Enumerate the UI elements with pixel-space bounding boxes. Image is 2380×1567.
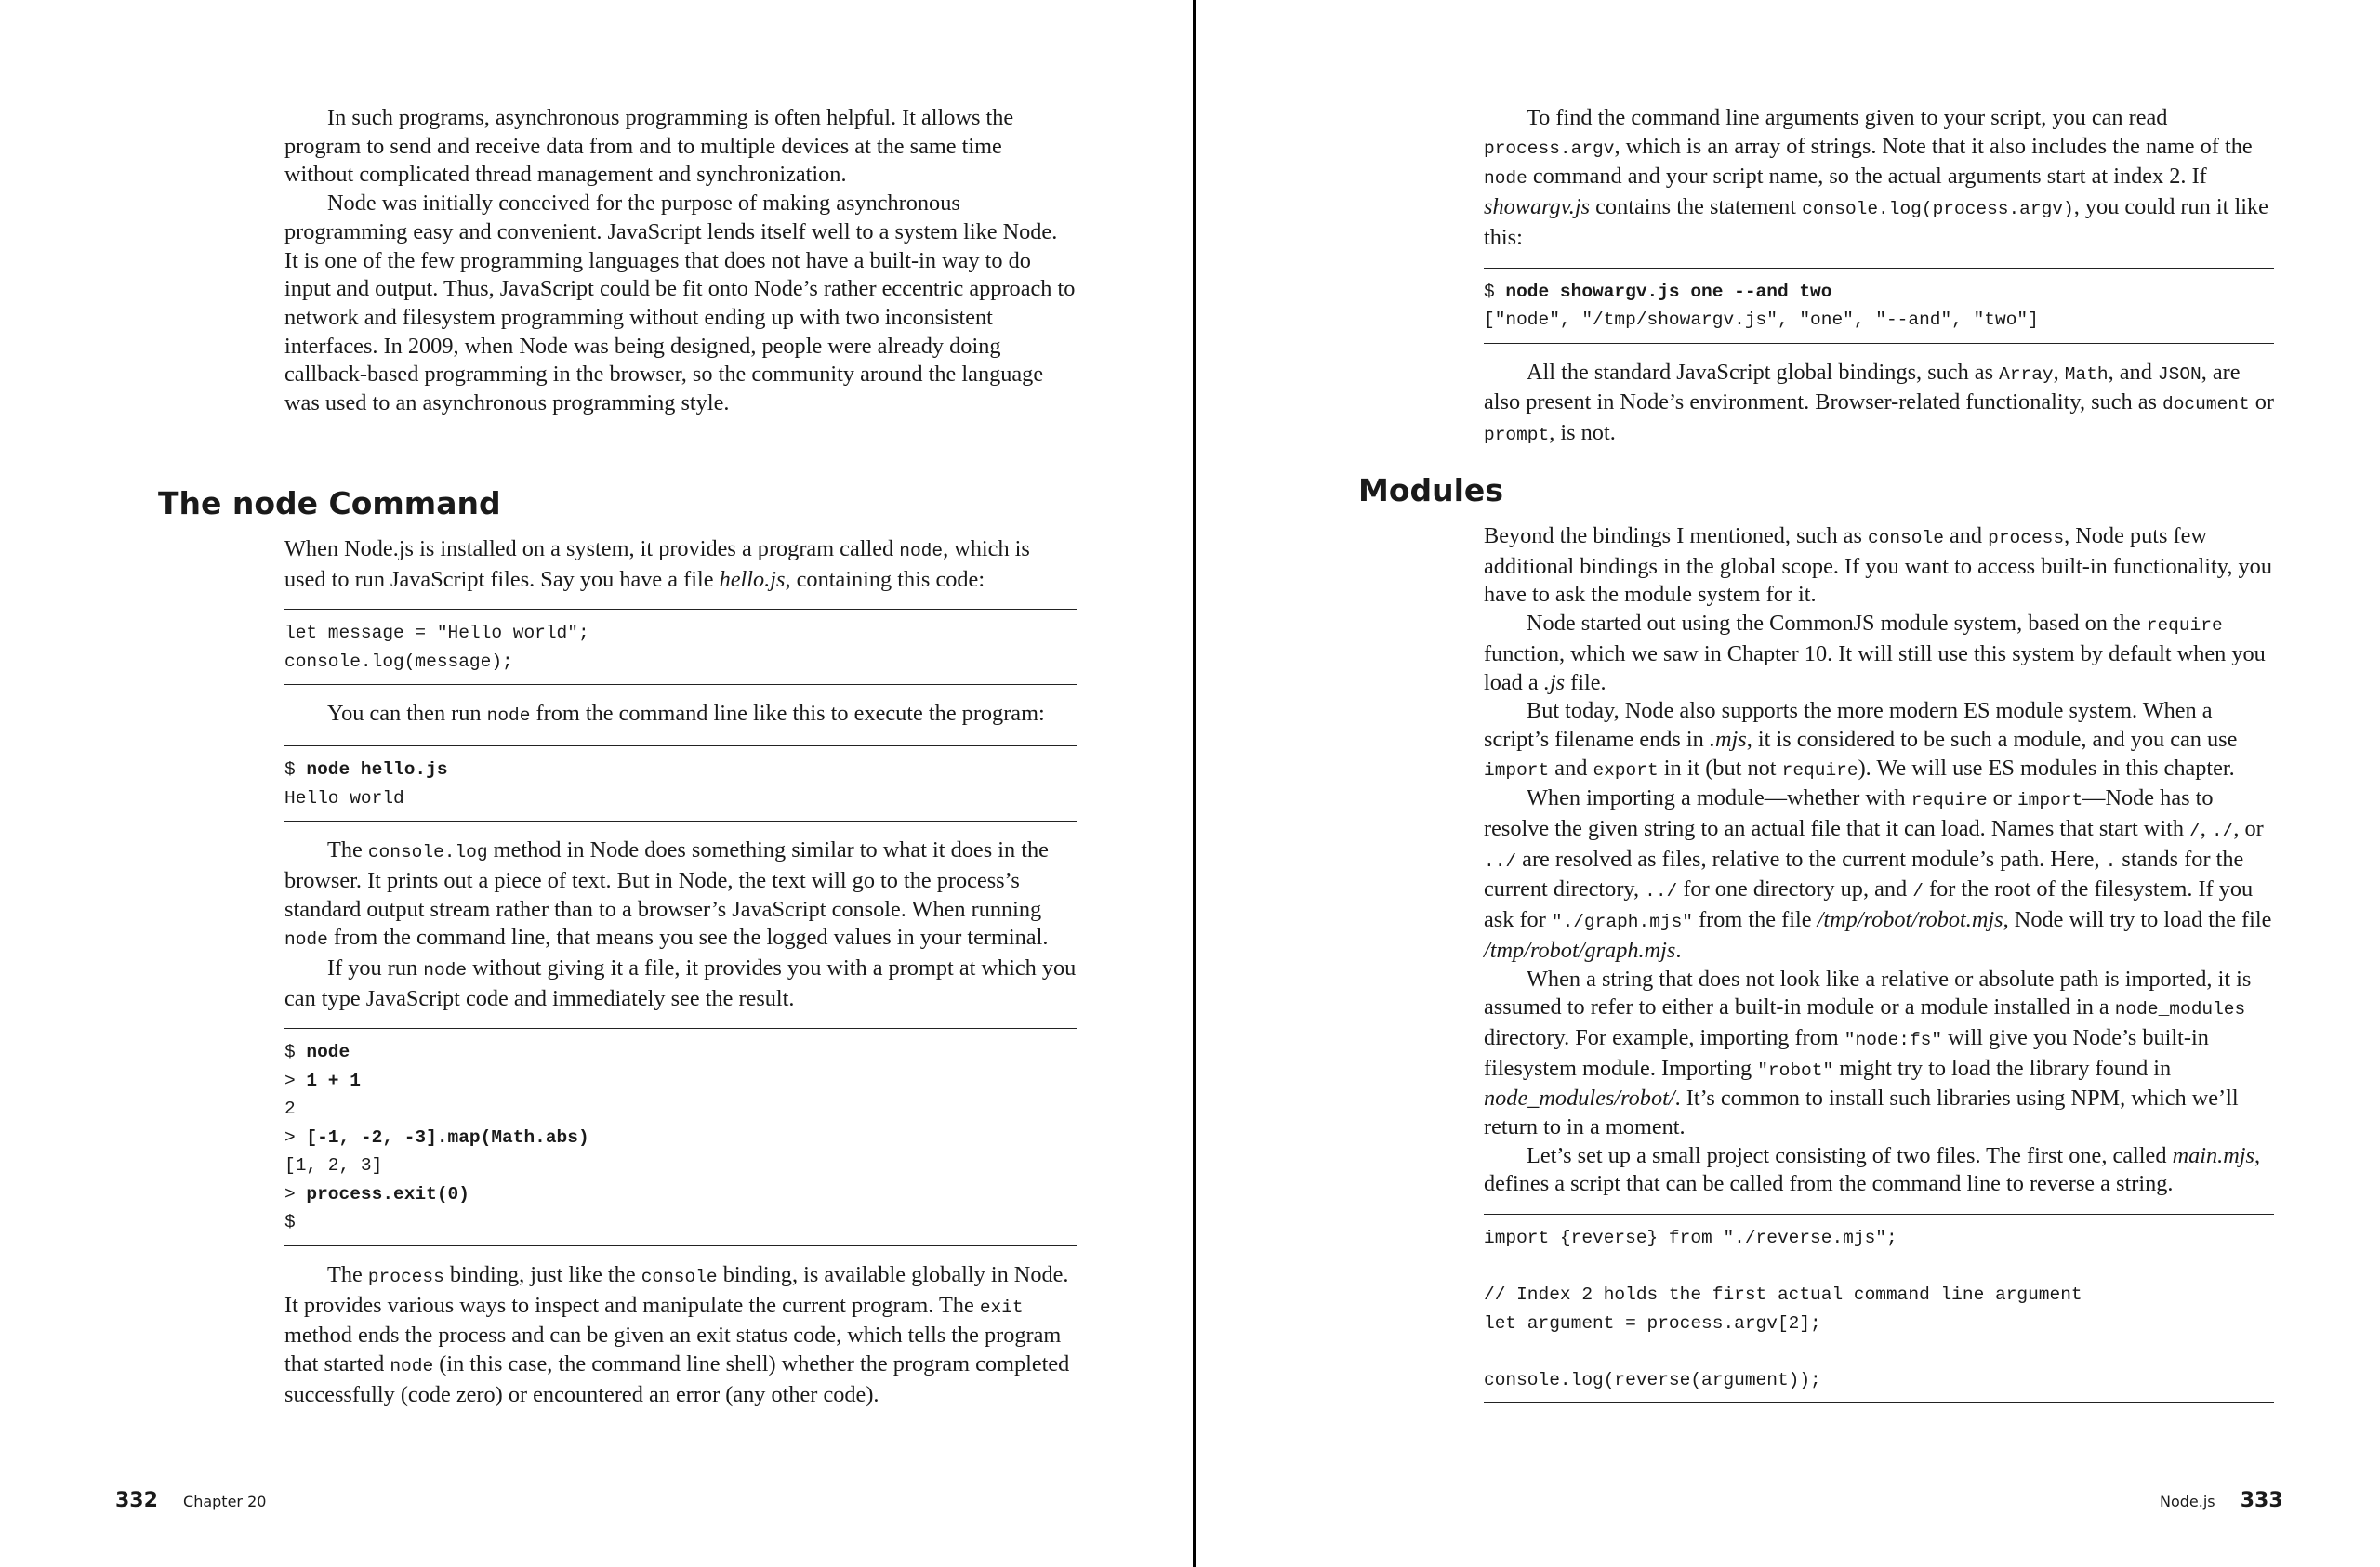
right-folio xyxy=(2160,1489,2283,1512)
running-footer: Node.js xyxy=(2160,1493,2215,1510)
code-line: ["node", "/tmp/showargv.js", "one", "--and", "two"] xyxy=(1484,309,2039,331)
code-line: $ node xyxy=(284,1042,350,1063)
code-line xyxy=(1484,1253,2274,1282)
running-footer: Chapter 20 xyxy=(183,1493,267,1510)
code-line: $ xyxy=(284,1212,296,1233)
code-line: Hello world xyxy=(284,787,404,809)
code-line: let argument = process.argv[2]; xyxy=(1484,1312,1821,1334)
intro-paragraph-1: In such programs, asynchronous programming is often helpful. It allows the program to send and receive data from and to multiple devices at the same time without complicated thread management and synchronization. xyxy=(284,105,1014,188)
right-text-column xyxy=(1484,104,2274,450)
paragraph-process-binding: The process binding, just like the console binding, is available globally in Node. It provides various ways to inspect and manipulate the current program. The exit method ends the process and can be given an exit status code, which tells the program that started node (in this case, the command line shell) whether the program completed successfully (code zero) or encountered an error (any other code). xyxy=(284,1261,1070,1407)
paragraph-module-resolution: When importing a module—whether with require or import—Node has to resolve the given string to an actual file that it can load. Names that start with /, ./, or ../ are resolved as files, relative to the current module’s path. Here, . stands for the current directory, ../ for one directory up, and / for the root of the filesystem. If you ask for "./graph.mjs" from the file /tmp/robot/robot.mjs, Node will try to load the file /tmp/robot/graph.mjs. xyxy=(1484,785,2272,963)
code-block-repl xyxy=(284,1028,1077,1246)
code-block-hello xyxy=(284,609,1077,685)
code-block-showargv xyxy=(1484,268,2274,344)
code-block-run-hello xyxy=(284,745,1077,822)
code-line: > process.exit(0) xyxy=(284,1183,469,1205)
paragraph-node-modules: When a string that does not look like a relative or absolute path is imported, it is assumed to refer to either a built-in module or a module installed in a node_modules directory. For example, importing from "node:fs" will give you Node’s built-in filesystem module. Importing "robot" might try to load the library found in node_modules/robot/. It’s common to install such libraries using NPM, which we’ll return to in a moment. xyxy=(1484,966,2252,1140)
left-folio xyxy=(115,1489,266,1512)
paragraph-global-bindings: All the standard JavaScript global bindings, such as Array, Math, and JSON, are also present in Node’s environment. Browser-related functionality, such as document or prompt, is not. xyxy=(1484,359,2274,445)
code-line: > 1 + 1 xyxy=(284,1070,361,1091)
code-line: // Index 2 holds the first actual command line argument xyxy=(1484,1284,2082,1306)
code-line: 2 xyxy=(284,1099,296,1120)
paragraph-project-setup: Let’s set up a small project consisting of two files. The first one, called main.mjs, defines a script that can be called from the command line to reverse a string. xyxy=(1484,1142,2261,1197)
paragraph-console-log: The console.log method in Node does something similar to what it does in the browser. It prints out a piece of text. But in Node, the text will go to the process’s standard output stream rather than to a browser’s JavaScript console. When running node from the command line, that means you see the logged values in your terminal. xyxy=(284,837,1049,951)
paragraph-modules-intro: Beyond the bindings I mentioned, such as console and process, Node puts few additional bindings in the global scope. If you want to access built-in functionality, you have to ask the module system for it. xyxy=(1484,523,2272,608)
code-line: console.log(message); xyxy=(284,651,513,672)
intro-paragraph-2: Node was initially conceived for the purpose of making asynchronous programming easy and convenient. JavaScript lends itself well to a system like Node. It is one of the few programming languages that does not have a built-in way to do input and output. Thus, JavaScript could be fit onto Node’s rather eccentric approach to network and filesystem programming without ending up with two inconsistent interfaces. In 2009, when Node was being designed, people were already doing callback-based programming in the browser, so the community around the language was used to an asynchronous programming style. xyxy=(284,191,1076,416)
right-text-column-2 xyxy=(1484,522,2274,1418)
right-page xyxy=(1196,0,2380,1567)
code-line: console.log(reverse(argument)); xyxy=(1484,1369,1821,1390)
paragraph-commonjs: Node started out using the CommonJS module system, based on the require function, which we saw in Chapter 10. It will still use this system by default when you load a .js file. xyxy=(1484,611,2266,695)
paragraph-es-modules: But today, Node also supports the more modern ES module system. When a script’s filename ends in .mjs, it is considered to be such a module, and you can use import and export in it (but not require). We will use ES modules in this chapter. xyxy=(1484,698,2238,781)
paragraph-node-install: When Node.js is installed on a system, it provides a program called node, which is used to run JavaScript files. Say you have a file hello.js, containing this code: xyxy=(284,536,1030,592)
code-line: [1, 2, 3] xyxy=(284,1155,383,1177)
code-line: > [-1, -2, -3].map(Math.abs) xyxy=(284,1126,589,1148)
code-line xyxy=(1484,1337,2274,1366)
code-line: let message = "Hello world"; xyxy=(284,623,589,644)
code-line: import {reverse} from "./reverse.mjs"; xyxy=(1484,1228,1897,1249)
code-line: $ node showargv.js one --and two xyxy=(1484,281,1832,302)
page-number: 332 xyxy=(115,1489,158,1512)
paragraph-process-argv: To find the command line arguments given to your script, you can read process.argv, which is an array of strings. Note that it also includes the name of the node command and your script name, so the actual arguments start at index 2. If showargv.js contains the statement console.log(process.argv), you could run it like this: xyxy=(1484,105,2268,250)
code-line: $ node hello.js xyxy=(284,759,448,781)
page-number: 333 xyxy=(2240,1489,2283,1512)
section-heading-modules: Modules xyxy=(1358,472,1503,508)
paragraph-prompt: If you run node without giving it a file, it provides you with a prompt at which you can type JavaScript code and immediately see the result. xyxy=(284,955,1077,1011)
section-heading-node-command: The node Command xyxy=(158,485,501,521)
left-text-column xyxy=(284,104,1077,418)
left-text-column-2 xyxy=(284,535,1077,1409)
code-block-main-mjs xyxy=(1484,1214,2274,1403)
paragraph-run-node: You can then run node from the command line like this to execute the program: xyxy=(327,701,1045,727)
